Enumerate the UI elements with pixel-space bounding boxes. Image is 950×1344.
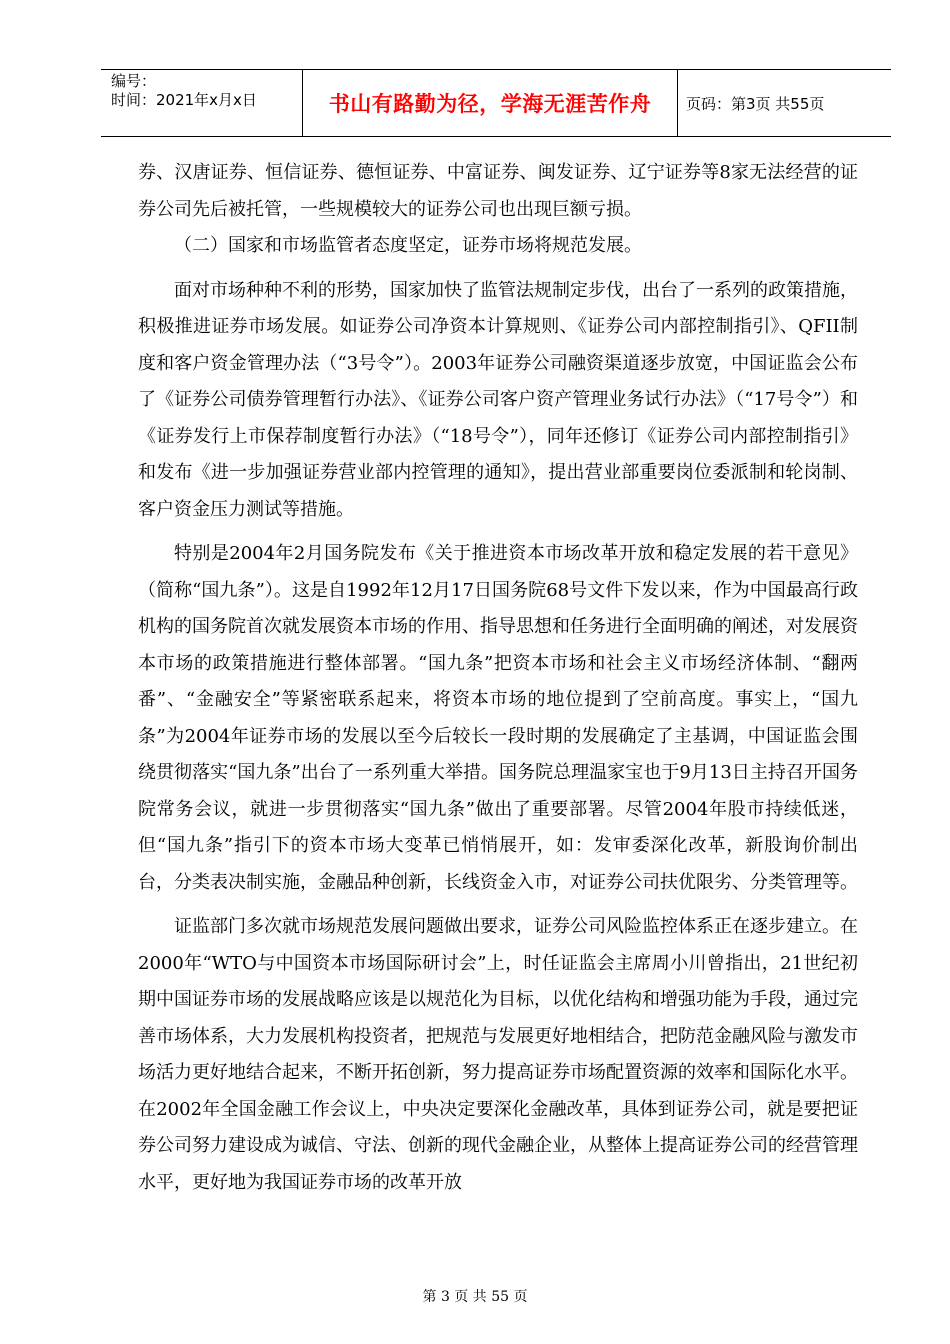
header-motto: 书山有路勤为径，学海无涯苦作舟: [328, 92, 652, 116]
page-header: [101, 69, 891, 137]
header-meta: [101, 70, 303, 136]
document-number-label: 编号：: [111, 72, 157, 90]
body-paragraph-4: 证监部门多次就市场规范发展问题做出要求，证券公司风险监控体系正在逐步建立。在2000年“WTO与中国资本市场国际研讨会”上，时任证监会主席周小川曾指出，21世纪初期中国证券市场的发展战略应该是以规范化为目标，以优化结构和增强功能为手段，通过完善市场体系，大力发展机构投资者，把规范与发展更好地相结合，把防范金融风险与激发市场活力更好地结合起来，不断开拓创新，努力提高证券市场配置资源的效率和国际化水平。在2002年全国金融工作会议上，中央决定要深化金融改革，具体到证券公司，就是要把证券公司努力建设成为诚信、守法、创新的现代金融企业，从整体上提高证券公司的经营管理水平，更好地为我国证券市场的改革开放: [138, 916, 858, 1193]
document-body: [138, 155, 858, 1201]
header-page-cell: [678, 70, 891, 136]
header-page-label: 页码：第3页 共55页: [686, 94, 825, 113]
section-heading: （二）国家和市场监管者态度坚定，证券市场将规范发展。: [174, 235, 642, 256]
page-footer: 第 3 页 共 55 页: [422, 1289, 528, 1305]
document-time-label: 时间：2021年x月x日: [111, 91, 257, 109]
body-paragraph-1: 券、汉唐证券、恒信证券、德恒证券、中富证券、闽发证券、辽宁证券等8家无法经营的证券公司先后被托管，一些规模较大的证券公司也出现巨额亏损。: [138, 162, 858, 220]
header-motto-cell: [303, 70, 678, 136]
body-paragraph-3: 特别是2004年2月国务院发布《关于推进资本市场改革开放和稳定发展的若干意见》（简称“国九条”）。这是自1992年12月17日国务院68号文件下发以来，作为中国最高行政机构的国务院首次就发展资本市场的作用、指导思想和任务进行全面明确的阐述，对发展资本市场的政策措施进行整体部署。“国九条”把资本市场和社会主义市场经济体制、“翻两番”、“金融安全”等紧密联系起来，将资本市场的地位提到了空前高度。事实上，“国九条”为2004年证券市场的发展以至今后较长一段时期的发展确定了主基调，中国证监会围绕贯彻落实“国九条”出台了一系列重大举措。国务院总理温家宝也于9月13日主持召开国务院常务会议，就进一步贯彻落实“国九条”做出了重要部署。尽管2004年股市持续低迷，但“国九条”指引下的资本市场大变革已悄悄展开，如：发审委深化改革，新股询价制出台，分类表决制实施，金融品种创新，长线资金入市，对证券公司扶优限劣、分类管理等。: [138, 543, 858, 893]
body-paragraph-2: 面对市场种种不利的形势，国家加快了监管法规制定步伐，出台了一系列的政策措施，积极推进证券市场发展。如证券公司净资本计算规则、《证券公司内部控制指引》、QFII制度和客户资金管理办法（“3号令”）。2003年证券公司融资渠道逐步放宽，中国证监会公布了《证券公司债券管理暂行办法》、《证券公司客户资产管理业务试行办法》（“17号令”）和《证券发行上市保荐制度暂行办法》（“18号令”），同年还修订《证券公司内部控制指引》和发布《进一步加强证券营业部内控管理的通知》，提出营业部重要岗位委派制和轮岗制、客户资金压力测试等措施。: [138, 279, 858, 520]
